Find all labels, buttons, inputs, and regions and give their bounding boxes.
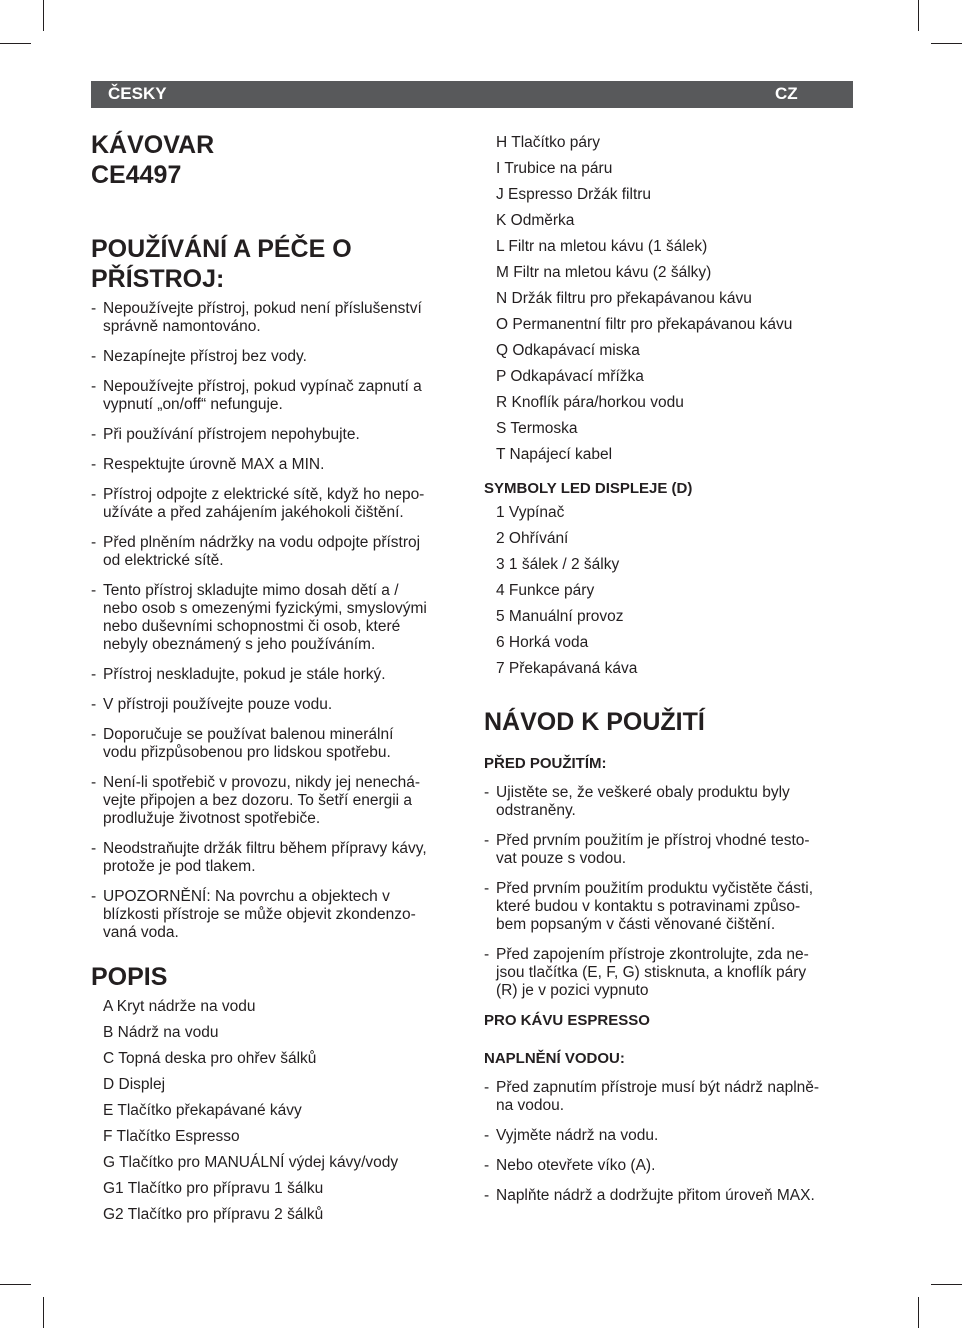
list-item: 1 Vypínač	[496, 504, 565, 521]
heading-line: PŘÍSTROJ:	[91, 265, 225, 293]
list-item-line: protože je pod tlakem.	[103, 858, 256, 875]
list-item: R Knoflík pára/horkou vodu	[496, 394, 684, 411]
list-item-line: Tento přístroj skladujte mimo dosah dětí a /	[103, 582, 399, 599]
list-item-line: Nepoužívejte přístroj, pokud vypínač zapnutí a	[103, 378, 422, 395]
list-item: G Tlačítko pro MANUÁLNÍ výdej kávy/vody	[103, 1154, 399, 1171]
list-item-line: Naplňte nádrž a dodržujte přitom úroveň MAX.	[496, 1187, 815, 1204]
description-list-continued	[484, 130, 856, 468]
espresso-heading: PRO KÁVU ESPRESSO	[484, 1012, 650, 1029]
dash-bullet: -	[91, 888, 97, 905]
crop-mark	[43, 0, 44, 31]
before-use-list	[484, 784, 856, 1000]
list-item-line: odstraněny.	[496, 802, 576, 819]
dash-bullet: -	[91, 426, 97, 443]
list-item: D Displej	[103, 1076, 166, 1093]
list-item	[91, 582, 463, 654]
popis-heading: POPIS	[91, 963, 168, 991]
list-item-line: nebo duševními schopnostmi či osob, které	[103, 618, 401, 635]
dash-bullet: -	[91, 534, 97, 551]
dash-bullet: -	[484, 1127, 490, 1144]
list-item	[91, 840, 463, 876]
dash-bullet: -	[91, 696, 97, 713]
dash-bullet: -	[91, 456, 97, 473]
list-item-line: Ujistěte se, že veškeré obaly produktu byly	[496, 784, 790, 801]
list-item-line: nebo osob s omezenými fyzickými, smyslovými	[103, 600, 427, 617]
list-item	[484, 832, 856, 868]
list-item-line: Nezapínejte přístroj bez vody.	[103, 348, 307, 365]
language-label: ČESKY	[108, 84, 167, 103]
before-use-heading: PŘED POUŽITÍM:	[484, 755, 607, 772]
dash-bullet: -	[484, 1157, 490, 1174]
list-item-line: správně namontováno.	[103, 318, 261, 335]
list-item-line: Před plněním nádržky na vodu odpojte přístroj	[103, 534, 421, 551]
list-item-line: prodlužuje životnost spotřebiče.	[103, 810, 321, 827]
list-item-line: blízkosti přístroje se může objevit zkondenzo-	[103, 906, 416, 923]
language-code: CZ	[775, 84, 798, 103]
list-item: 4 Funkce páry	[496, 582, 595, 599]
list-item-line: (R) je v pozici vypnuto	[496, 982, 649, 999]
list-item	[484, 1157, 856, 1175]
list-item-line: bem popsaným v části věnované čištění.	[496, 916, 776, 933]
dash-bullet: -	[91, 726, 97, 743]
list-item: 2 Ohřívání	[496, 530, 569, 547]
list-item: K Odměrka	[496, 212, 575, 229]
list-item	[91, 534, 463, 570]
list-item-line: V přístroji používejte pouze vodu.	[103, 696, 333, 713]
crop-mark	[0, 1284, 31, 1285]
model-number: CE4497	[91, 161, 182, 189]
list-item-line: vypnutí „on/off“ nefunguje.	[103, 396, 283, 413]
list-item: E Tlačítko překapávané kávy	[103, 1102, 302, 1119]
list-item	[91, 378, 463, 414]
dash-bullet: -	[91, 486, 97, 503]
language-header-bar	[91, 81, 853, 108]
title-line: KÁVOVAR	[91, 131, 215, 159]
list-item	[484, 880, 856, 934]
safety-list	[91, 300, 463, 942]
list-item-line: Před prvním použitím produktu vyčistěte části,	[496, 880, 814, 897]
list-item-line: jsou tlačítka (E, F, G) stisknuta, a knoflík páry	[496, 964, 807, 981]
list-item	[484, 1187, 856, 1205]
dash-bullet: -	[484, 1187, 490, 1204]
list-item-line: Před zapnutím přístroje musí být nádrž naplně-	[496, 1079, 820, 1096]
list-item	[91, 300, 463, 336]
list-item-line: Neodstraňujte držák filtru během přípravy kávy,	[103, 840, 427, 857]
list-item	[484, 1127, 856, 1145]
list-item	[91, 696, 463, 714]
dash-bullet: -	[91, 666, 97, 683]
dash-bullet: -	[91, 582, 97, 599]
led-symbols-heading: SYMBOLY LED DISPLEJE (D)	[484, 480, 693, 497]
list-item: N Držák filtru pro překapávanou kávu	[496, 290, 752, 307]
list-item: 5 Manuální provoz	[496, 608, 624, 625]
list-item: J Espresso Držák filtru	[496, 186, 652, 203]
crop-mark	[0, 43, 31, 44]
list-item-line: vodu přizpůsobenou pro lidskou spotřebu.	[103, 744, 391, 761]
led-symbols-list	[484, 500, 856, 682]
safety-heading	[91, 234, 463, 294]
list-item: L Filtr na mletou kávu (1 šálek)	[496, 238, 708, 255]
list-item-line: vaná voda.	[103, 924, 179, 941]
list-item	[91, 348, 463, 366]
left-column	[91, 130, 463, 1228]
list-item: 3 1 šálek / 2 šálky	[496, 556, 620, 573]
dash-bullet: -	[91, 840, 97, 857]
list-item-line: které budou v kontaktu s potravinami způso-	[496, 898, 801, 915]
list-item-line: Před zapojením přístroje zkontrolujte, zda ne-	[496, 946, 809, 963]
list-item	[91, 726, 463, 762]
list-item	[91, 774, 463, 828]
list-item-line: Není-li spotřebič v provozu, nikdy jej nenechá-	[103, 774, 421, 791]
list-item-line: na vodou.	[496, 1097, 565, 1114]
list-item: 6 Horká voda	[496, 634, 589, 651]
list-item-line: vat pouze s vodou.	[496, 850, 627, 867]
list-item-line: od elektrické sítě.	[103, 552, 224, 569]
list-item: S Termoska	[496, 420, 578, 437]
list-item: T Napájecí kabel	[496, 446, 613, 463]
crop-mark	[43, 1297, 44, 1328]
list-item: I Trubice na páru	[496, 160, 613, 177]
description-list	[91, 994, 463, 1228]
list-item-line: Před prvním použitím je přístroj vhodné testo-	[496, 832, 810, 849]
list-item	[484, 946, 856, 1000]
list-item	[91, 426, 463, 444]
list-item-line: Přístroj odpojte z elektrické sítě, když ho nepo-	[103, 486, 425, 503]
dash-bullet: -	[91, 348, 97, 365]
list-item: M Filtr na mletou kávu (2 šálky)	[496, 264, 712, 281]
list-item	[91, 666, 463, 684]
dash-bullet: -	[484, 1079, 490, 1096]
fill-water-list	[484, 1079, 856, 1205]
list-item: G2 Tlačítko pro přípravu 2 šálků	[103, 1206, 324, 1223]
list-item: 7 Překapávaná káva	[496, 660, 638, 677]
list-item	[91, 456, 463, 474]
list-item-line: vejte připojen a bez dozoru. To šetří energii a	[103, 792, 413, 809]
list-item: O Permanentní filtr pro překapávanou kávu	[496, 316, 793, 333]
list-item-line: Při používání přístrojem nepohybujte.	[103, 426, 360, 443]
list-item-line: UPOZORNĚNÍ: Na povrchu a objektech v	[103, 888, 390, 905]
list-item-line: Nebo otevřete víko (A).	[496, 1157, 656, 1174]
heading-line: POUŽÍVÁNÍ A PÉČE O	[91, 235, 352, 263]
list-item: H Tlačítko páry	[496, 134, 600, 151]
list-item: B Nádrž na vodu	[103, 1024, 219, 1041]
list-item: F Tlačítko Espresso	[103, 1128, 240, 1145]
crop-mark	[918, 0, 919, 31]
list-item-line: nebyly obeznámený s jeho používáním.	[103, 636, 376, 653]
crop-mark	[931, 1284, 962, 1285]
dash-bullet: -	[484, 880, 490, 897]
dash-bullet: -	[91, 774, 97, 791]
list-item	[91, 486, 463, 522]
product-title	[91, 130, 463, 190]
dash-bullet: -	[91, 378, 97, 395]
list-item: G1 Tlačítko pro přípravu 1 šálku	[103, 1180, 324, 1197]
fill-water-heading: NAPLNĚNÍ VODOU:	[484, 1050, 625, 1067]
list-item-line: Respektujte úrovně MAX a MIN.	[103, 456, 325, 473]
list-item	[91, 888, 463, 942]
list-item	[484, 784, 856, 820]
list-item: A Kryt nádrže na vodu	[103, 998, 256, 1015]
list-item	[484, 1079, 856, 1115]
right-column	[484, 130, 856, 1217]
list-item: Q Odkapávací miska	[496, 342, 640, 359]
list-item: P Odkapávací mřížka	[496, 368, 644, 385]
list-item-line: Nepoužívejte přístroj, pokud není příslušenství	[103, 300, 422, 317]
list-item: C Topná deska pro ohřev šálků	[103, 1050, 317, 1067]
list-item-line: Vyjměte nádrž na vodu.	[496, 1127, 659, 1144]
usage-heading: NÁVOD K POUŽITÍ	[484, 708, 705, 736]
crop-mark	[918, 1297, 919, 1328]
list-item-line: užíváte a před zahájením jakéhokoli čištění.	[103, 504, 404, 521]
dash-bullet: -	[484, 784, 490, 801]
dash-bullet: -	[484, 832, 490, 849]
list-item-line: Doporučuje se používat balenou minerální	[103, 726, 394, 743]
dash-bullet: -	[91, 300, 97, 317]
dash-bullet: -	[484, 946, 490, 963]
list-item-line: Přístroj neskladujte, pokud je stále horký.	[103, 666, 386, 683]
crop-mark	[931, 43, 962, 44]
